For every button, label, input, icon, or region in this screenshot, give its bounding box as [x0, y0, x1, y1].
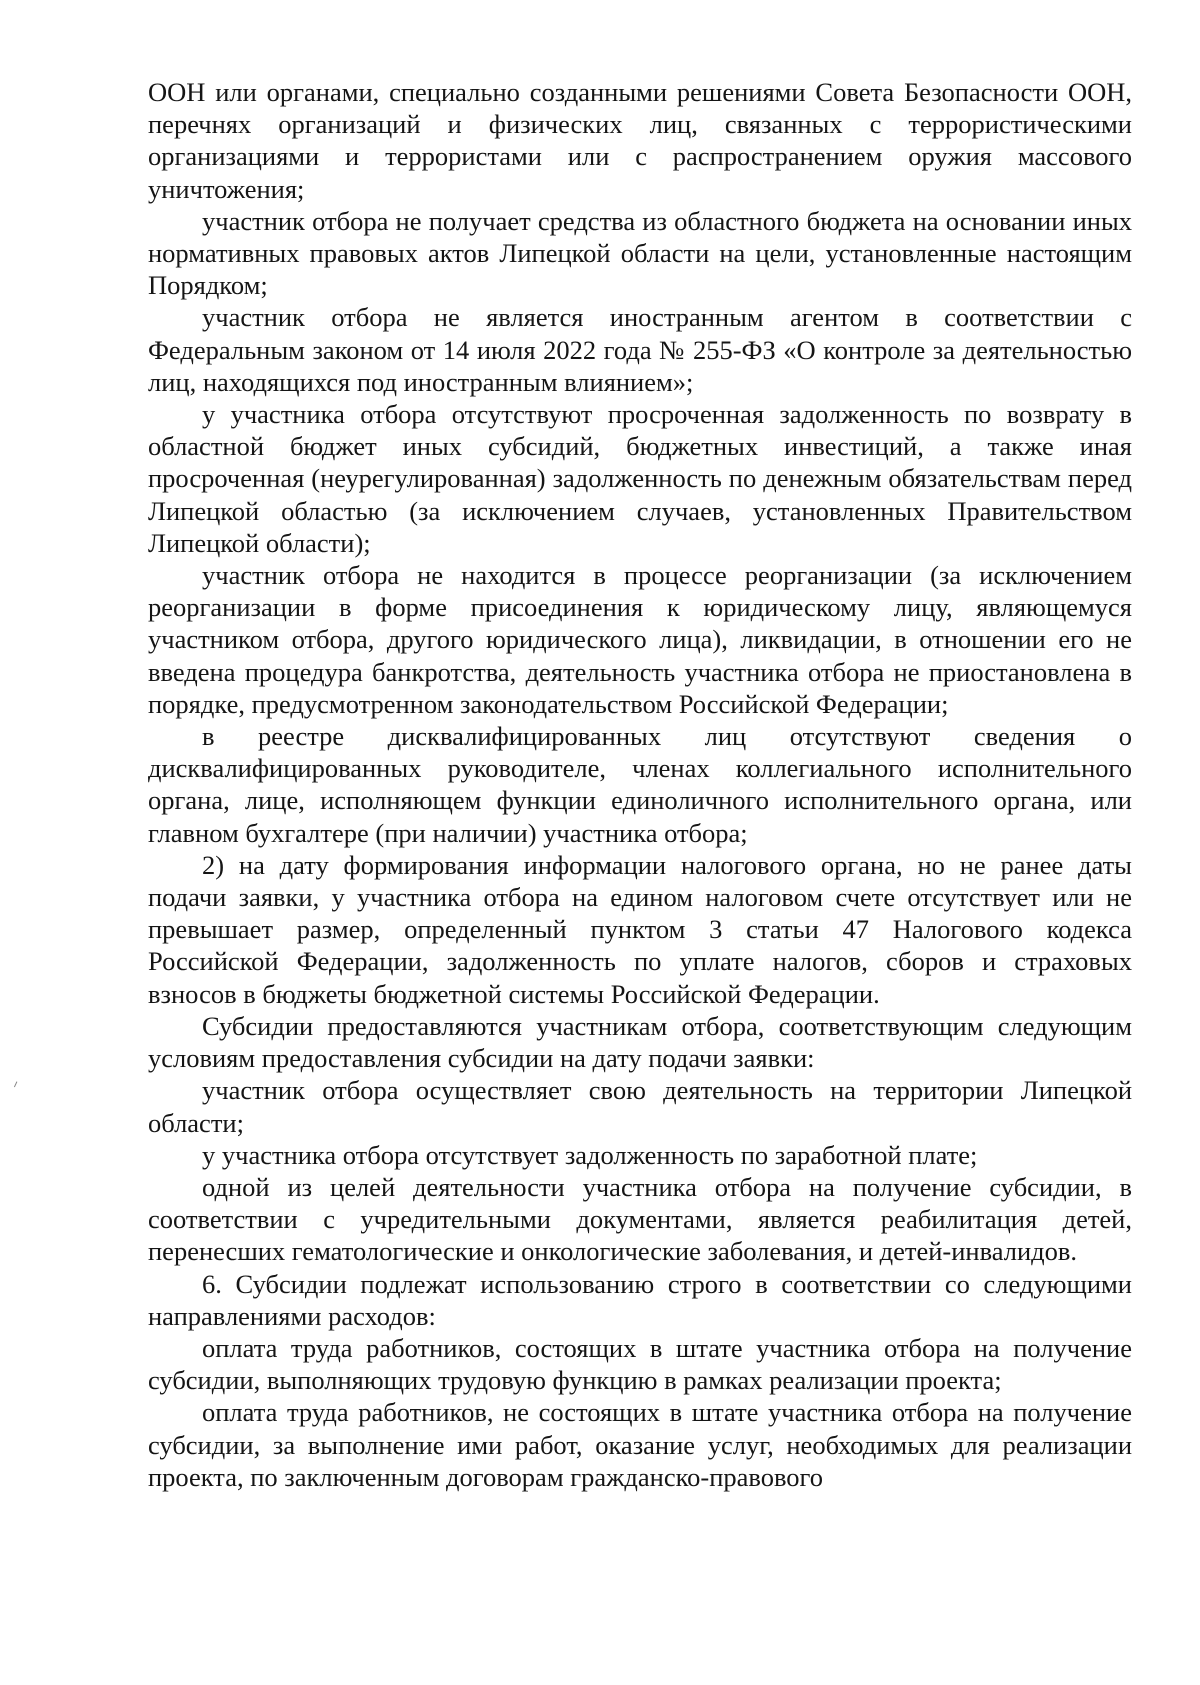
scan-speck: [14, 1081, 20, 1088]
paragraph-staff-salary: оплата труда работников, состоящих в штате участника отбора на получение субсидии, выполняющих трудовую функцию в рамках реализации проекта;: [148, 1332, 1132, 1396]
paragraph-subsidy-conditions: Субсидии предоставляются участникам отбора, соответствующим следующим условиям предоставления субсидии на дату подачи заявки:: [148, 1010, 1132, 1074]
paragraph-nonstaff-salary: оплата труда работников, не состоящих в штате участника отбора на получение субсидии, за выполнение ими работ, оказание услуг, необходимых для реализации проекта, по заключенным договорам гражданско-правового: [148, 1397, 1132, 1492]
paragraph-no-reorganization: участник отбора не находится в процессе реорганизации (за исключением реорганизации в форме присоединения к юридическому лицу, являющемуся участником отбора, другого юридического лица), ликвидации, в отношении его не введена процедура банкротства, деятельность участника отбора не приостановлена в порядке, предусмотренном законодательством Российской Федерации;: [148, 560, 1132, 719]
paragraph-rehabilitation-goal: одной из целей деятельности участника отбора на получение субсидии, в соответствии с учредительными документами, является реабилитация детей, перенесших гематологические и онкологические заболевания, и детей-инвалидов.: [148, 1171, 1132, 1267]
paragraph-no-overdue-debt: у участника отбора отсутствуют просроченная задолженность по возврату в областной бюджет иных субсидий, бюджетных инвестиций, а также иная просроченная (неурегулированная) задолженность по денежным обязательствам перед Липецкой областью (за исключением случаев, установленных Правительством Липецкой области);: [148, 399, 1132, 558]
paragraph-no-wage-debt: у участника отбора отсутствует задолженность по заработной плате;: [202, 1139, 978, 1170]
paragraph-tax-account: 2) на дату формирования информации налогового органа, но не ранее даты подачи заявки, у участника отбора на едином налоговом счете отсутствует или не превышает размер, определенный пунктом 3 статьи 47 Налогового кодекса Российской Федерации, задолженность по уплате налогов, сборов и страховых взносов в бюджеты бюджетной системы Российской Федерации.: [148, 849, 1132, 1009]
paragraph-lipetsk-territory: участник отбора осуществляет свою деятельность на территории Липецкой области;: [148, 1075, 1132, 1138]
document-body: [148, 76, 1132, 1493]
paragraph-no-regional-funds: участник отбора не получает средства из областного бюджета на основании иных нормативных правовых актов Липецкой области на цели, установленные настоящим Порядком;: [148, 205, 1132, 301]
paragraph-not-foreign-agent: участник отбора не является иностранным агентом в соответствии с Федеральным законом от 14 июля 2022 года № 255-ФЗ «О контроле за деятельностью лиц, находящихся под иностранным влиянием»;: [148, 302, 1132, 397]
paragraph-disqualified-persons: в реестре дисквалифицированных лиц отсутствуют сведения о дисквалифицированных руководителе, членах коллегиального исполнительного органа, лице, исполняющем функции единоличного исполнительного органа, или главном бухгалтере (при наличии) участника отбора;: [148, 721, 1132, 848]
paragraph-expense-directions: 6. Субсидии подлежат использованию строго в соответствии со следующими направлениями расходов:: [148, 1268, 1132, 1331]
paragraph-un-lists: ООН или органами, специально созданными решениями Совета Безопасности ООН, перечнях организаций и физических лиц, связанных с террористическими организациями и террористами или с распространением оружия массового уничтожения;: [148, 77, 1132, 204]
